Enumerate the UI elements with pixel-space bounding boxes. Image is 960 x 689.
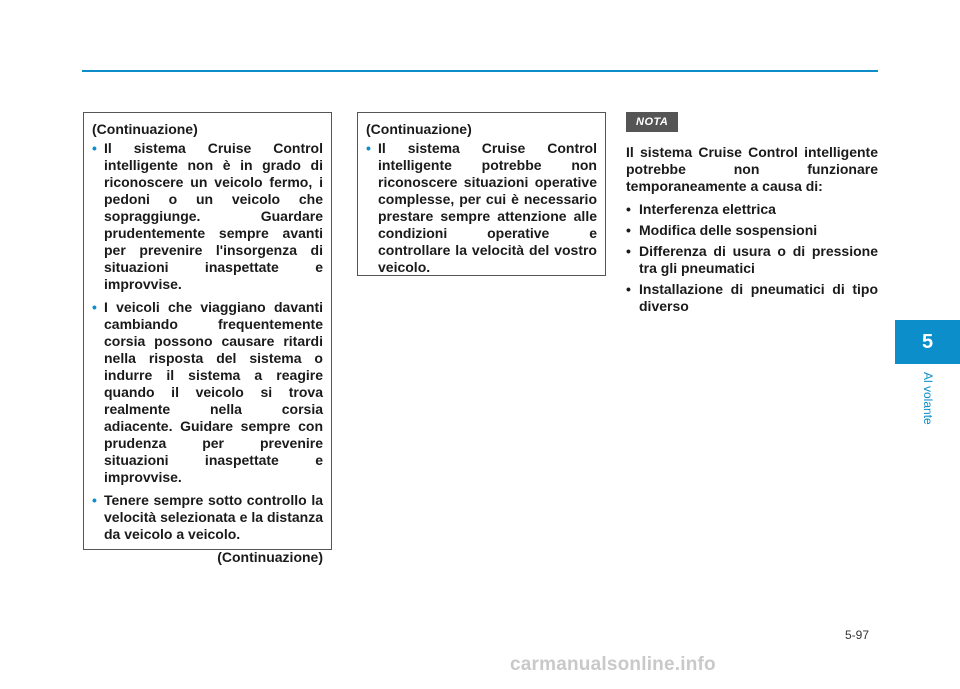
page-number: 5-97 (845, 628, 870, 642)
list-item: • Il sistema Cruise Control intelligente non è in grado di riconoscere un veicolo fermo, i pedoni o un veicolo che sopraggiunge. Guardare prudentemente sempre avanti per prevenire l'insorgenza di situazioni inaspettate e improvvise. (92, 140, 323, 292)
note-badge: NOTA (626, 112, 678, 132)
list-item: • Modifica delle sospensioni (626, 222, 818, 238)
note-section (626, 112, 878, 319)
note-list (626, 201, 878, 315)
header-rule (82, 70, 878, 72)
chapter-tab: 5 (895, 320, 960, 364)
bullet-icon: • (626, 201, 631, 217)
bullet-icon: • (92, 299, 97, 315)
list-item: • Interferenza elettrica (626, 201, 776, 217)
list-item: • Differenza di usura o di pressione tra gli pneumatici (626, 243, 878, 276)
continuation-label: (Continuazione) (366, 121, 472, 137)
continuation-label-end: (Continuazione) (217, 549, 323, 565)
note-intro: Il sistema Cruise Control intelligente potrebbe non funzionare temporaneamente a causa di: (626, 144, 878, 194)
bullet-icon: • (92, 492, 97, 508)
list-item: • Installazione di pneumatici di tipo diverso (626, 281, 878, 314)
list-item: • Il sistema Cruise Control intelligente potrebbe non riconoscere situazioni operative complesse, per cui è necessario prestare sempre attenzione alle condizioni operative e controllare la velocità del vostro veicolo. (366, 140, 597, 275)
warning-box-middle (357, 112, 606, 276)
warning-list (366, 140, 597, 276)
continuation-label: (Continuazione) (92, 121, 198, 137)
watermark: carmanualsonline.info (510, 654, 716, 675)
chapter-title: Al volante (921, 372, 935, 425)
warning-list (92, 140, 323, 543)
bullet-icon: • (626, 222, 631, 238)
bullet-icon: • (92, 140, 97, 156)
list-item: • I veicoli che viaggiano davanti cambiando frequentemente corsia possono causare ritardi nella risposta del sistema o indurre il sistema a reagire quando il veicolo si trova realmente nella corsia adiacente. Guidare sempre con prudenza per prevenire situazioni inaspettate e improvvise. (92, 299, 323, 485)
warning-box-left (83, 112, 332, 565)
bullet-icon: • (626, 243, 631, 259)
bullet-icon: • (626, 281, 631, 297)
list-item: • Tenere sempre sotto controllo la velocità selezionata e la distanza da veicolo a veicolo. (92, 492, 323, 542)
bullet-icon: • (366, 140, 371, 156)
